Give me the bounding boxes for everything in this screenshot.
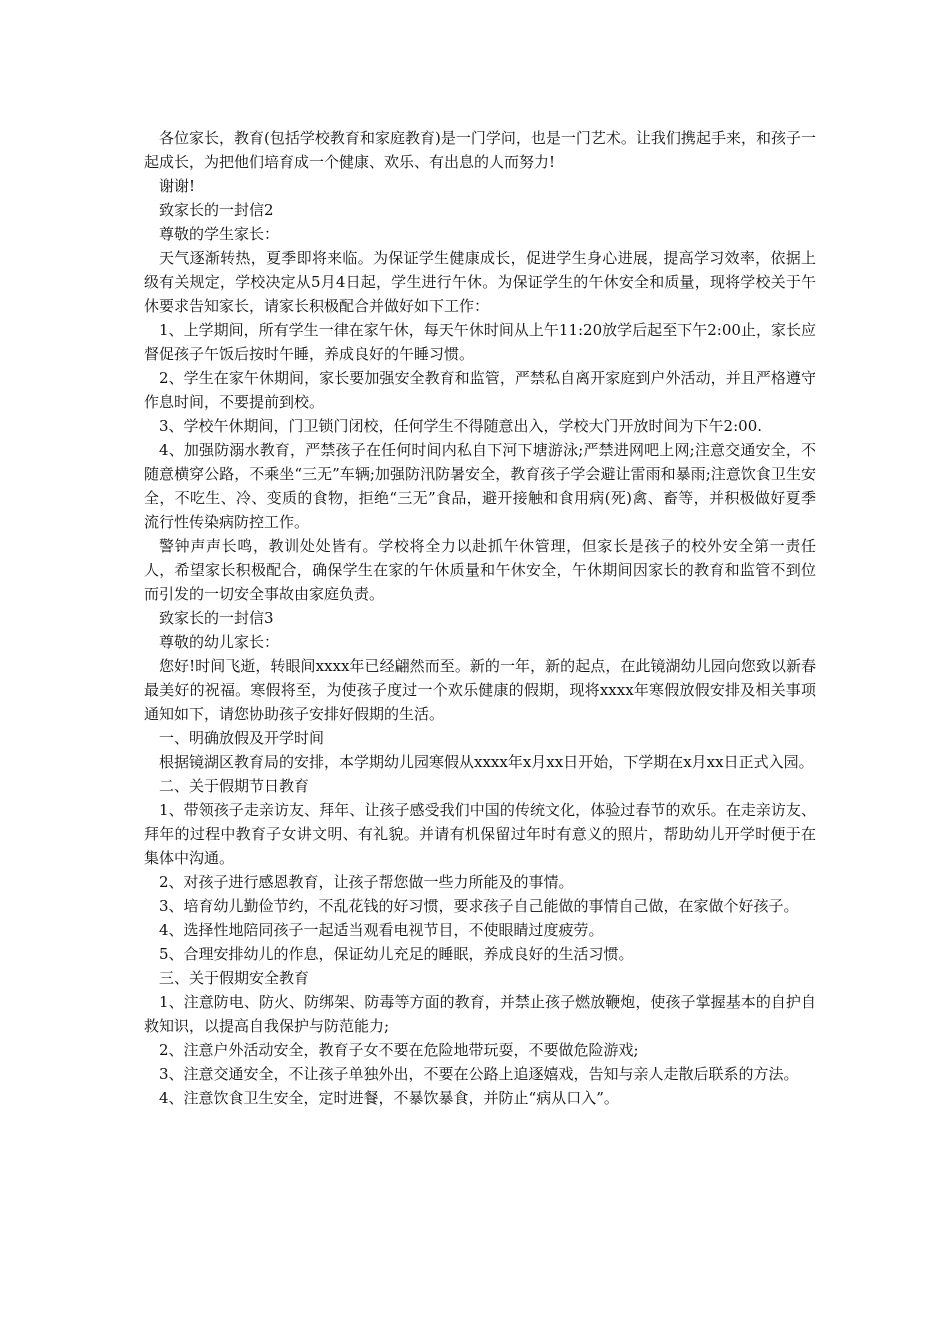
- list-item: 4、选择性地陪同孩子一起适当观看电视节目，不使眼睛过度疲劳。: [159, 921, 604, 939]
- salutation: 尊敬的学生家长：: [159, 225, 280, 243]
- section-heading: 致家长的一封信2: [159, 201, 274, 219]
- subheading: 二、关于假期节日教育: [159, 777, 310, 795]
- list-item: 2、学生在家午休期间，家长要加强安全教育和监管，严禁私自离开家庭到户外活动，并且严格遵守作息时间，不要提前到校。: [144, 369, 816, 411]
- list-item: 3、培育幼儿勤俭节约，不乱花钱的好习惯，要求孩子自己能做的事情自己做，在家做个好孩子。: [159, 897, 799, 915]
- list-item: 1、上学期间，所有学生一律在家午休，每天午休时间从上午11:20放学后起至下午2:00止，家长应督促孩子午饭后按时午睡，养成良好的午睡习惯。: [144, 321, 816, 363]
- paragraph: 天气逐渐转热，夏季即将来临。为保证学生健康成长，促进学生身心进展，提高学习效率，依据上级有关规定，学校决定从5月4日起，学生进行午休。为保证学生的午休安全和质量，现将学校关于午休要求告知家长，请家长积极配合并做好如下工作：: [144, 249, 816, 315]
- list-item: 3、学校午休期间，门卫锁门闭校，任何学生不得随意出入，学校大门开放时间为下午2:00.: [159, 417, 762, 435]
- list-item: 1、带领孩子走亲访友、拜年、让孩子感受我们中国的传统文化，体验过春节的欢乐。在走亲访友、拜年的过程中教育子女讲文明、有礼貌。并请有机保留过年时有意义的照片，帮助幼儿开学时便于在集体中沟通。: [144, 801, 816, 867]
- paragraph: 根据镜湖区教育局的安排，本学期幼儿园寒假从xxxx年x月xx日开始，下学期在x月xx日正式入园。: [159, 753, 814, 771]
- list-item: 3、注意交通安全，不让孩子单独外出，不要在公路上追逐嬉戏，告知与亲人走散后联系的方法。: [159, 1065, 799, 1083]
- list-item: 2、对孩子进行感恩教育，让孩子帮您做一些力所能及的事情。: [159, 873, 574, 891]
- list-item: 5、合理安排幼儿的作息，保证幼儿充足的睡眠，养成良好的生活习惯。: [159, 945, 634, 963]
- salutation: 尊敬的幼儿家长：: [159, 633, 280, 651]
- subheading: 一、明确放假及开学时间: [159, 729, 325, 747]
- subheading: 三、关于假期安全教育: [159, 969, 310, 987]
- document-body: [144, 126, 816, 1110]
- list-item: 2、注意户外活动安全，教育子女不要在危险地带玩耍，不要做危险游戏;: [159, 1041, 639, 1059]
- section-heading: 致家长的一封信3: [159, 609, 274, 627]
- paragraph: 您好!时间飞逝，转眼间xxxx年已经翩然而至。新的一年，新的起点，在此镜湖幼儿园向您致以新春最美好的祝福。寒假将至，为使孩子度过一个欢乐健康的假期，现将xxxx年寒假放假安排及相关事项通知如下，请您协助孩子安排好假期的生活。: [144, 657, 816, 723]
- list-item: 4、注意饮食卫生安全，定时进餐，不暴饮暴食，并防止“病从口入”。: [159, 1089, 619, 1107]
- list-item: 4、加强防溺水教育，严禁孩子在任何时间内私自下河下塘游泳;严禁进网吧上网;注意交通安全，不随意横穿公路，不乘坐“三无”车辆;加强防汛防暑安全，教育孩子学会避让雷雨和暴雨;注意饮食卫生安全，不吃生、冷、变质的食物，拒绝“三无”食品，避开接触和食用病(死)禽、畜等，并积极做好夏季流行性传染病防控工作。: [144, 441, 816, 531]
- paragraph: 谢谢!: [159, 177, 196, 195]
- list-item: 1、注意防电、防火、防绑架、防毒等方面的教育，并禁止孩子燃放鞭炮，使孩子掌握基本的自护自救知识，以提高自我保护与防范能力;: [144, 993, 816, 1035]
- paragraph: 警钟声声长鸣，教训处处皆有。学校将全力以赴抓午休管理，但家长是孩子的校外安全第一责任人，希望家长积极配合，确保学生在家的午休质量和午休安全，午休期间因家长的教育和监管不到位而引发的一切安全事故由家庭负责。: [144, 537, 816, 603]
- paragraph: 各位家长，教育(包括学校教育和家庭教育)是一门学问，也是一门艺术。让我们携起手来，和孩子一起成长，为把他们培育成一个健康、欢乐、有出息的人而努力!: [144, 129, 816, 171]
